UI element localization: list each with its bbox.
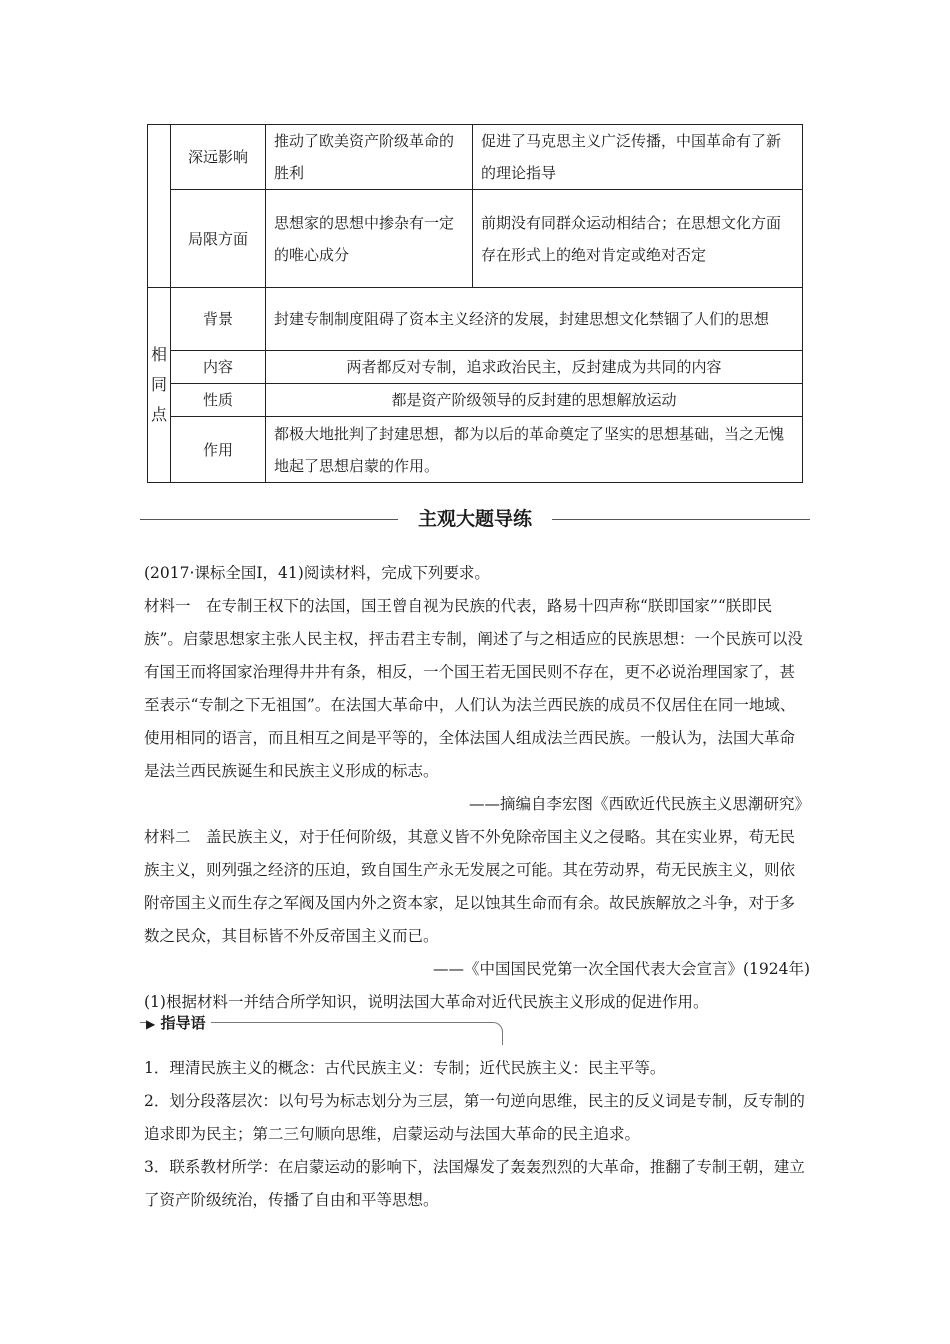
row-label: 局限方面 — [171, 190, 266, 288]
divider-left — [140, 519, 398, 520]
same-group-label: 相同点 — [151, 344, 168, 424]
row-label: 内容 — [171, 351, 266, 384]
group-cell-same — [148, 288, 171, 483]
cell-text: 都极大地批判了封建思想，都为以后的革命奠定了坚实的思想基础，当之无愧地起了思想启蒙的作用。 — [266, 417, 803, 483]
play-arrow-icon: ▶ — [146, 1017, 156, 1031]
guide-item: 2．划分段落层次：以句号为标志划分为三层，第一句逆向思维，民主的反义词是专制，反专制的追求即为民主；第二三句顺向思维，启蒙运动与法国大革命的民主追求。 — [144, 1092, 805, 1143]
question-intro: (2017·课标全国Ⅰ，41)阅读材料，完成下列要求。 — [144, 564, 490, 582]
cell-text: 两者都反对专制，追求政治民主，反封建成为共同的内容 — [266, 351, 803, 384]
cell-text: 封建专制制度阻碍了资本主义经济的发展，封建思想文化禁锢了人们的思想 — [266, 288, 803, 351]
divider-right — [552, 519, 810, 520]
table-row — [148, 351, 803, 384]
cell-text: 都是资产阶级领导的反封建的思想解放运动 — [266, 384, 803, 417]
table-row — [148, 288, 803, 351]
cell-b: 前期没有同群众运动相结合；在思想文化方面存在形式上的绝对肯定或绝对否定 — [473, 190, 803, 288]
cell-b: 促进了马克思主义广泛传播，中国革命有了新的理论指导 — [473, 125, 803, 190]
question-one: (1)根据材料一并结合所学知识，说明法国大革命对近代民族主义形成的促进作用。 — [144, 993, 709, 1011]
guide-item: 3．联系教材所学：在启蒙运动的影响下，法国爆发了轰轰烈烈的大革命，推翻了专制王朝，建立了资产阶级统治，传播了自由和平等思想。 — [144, 1158, 805, 1209]
section-heading — [140, 504, 810, 534]
table-row — [148, 417, 803, 483]
material-one-source: ——摘编自李宏图《西欧近代民族主义思潮研究》 — [468, 795, 810, 813]
guide-label-wrap — [146, 1014, 211, 1033]
table-row — [148, 125, 803, 190]
material-two: 材料二 盖民族主义，对于任何阶级，其意义皆不外免除帝国主义之侵略。其在实业界，苟无民族主义，则列强之经济的压迫，致自国生产永无发展之可能。其在劳动界，苟无民族主义，则依附帝国主义而生存之军阀及国内外之资本家，足以蚀其生命而有余。故民族解放之斗争，对于多数之民众，其目标皆不外反帝国主义而已。 — [144, 828, 796, 945]
comparison-table — [147, 124, 803, 483]
cell-a: 思想家的思想中掺杂有一定的唯心成分 — [266, 190, 473, 288]
table-row — [148, 190, 803, 288]
section-title: 主观大题导练 — [417, 508, 532, 530]
guide-item: 1．理清民族主义的概念：古代民族主义：专制；近代民族主义：民主平等。 — [144, 1059, 666, 1077]
guide-label: 指导语 — [160, 1014, 206, 1032]
row-label: 性质 — [171, 384, 266, 417]
group-cell-top — [148, 125, 171, 288]
table-row — [148, 384, 803, 417]
guide-header — [140, 1014, 505, 1044]
material-one: 材料一 在专制王权下的法国，国王曾自视为民族的代表，路易十四声称“朕即国家”“朕即民族”。启蒙思想家主张人民主权，抨击君主专制，阐述了与之相适应的民族思想：一个民族可以没有国王而将国家治理得井井有条，相反，一个国王若无国民则不存在，更不必说治理国家了，甚至表示“专制之下无祖国”。在法国大革命中，人们认为法兰西民族的成员不仅居住在同一地域、使用相同的语言，而且相互之间是平等的，全体法国人组成法兰西民族。一般认为，法国大革命是法兰西民族诞生和民族主义形成的标志。 — [144, 597, 803, 780]
row-label: 作用 — [171, 417, 266, 483]
material-two-source: ——《中国国民党第一次全国代表大会宣言》(1924年) — [432, 960, 810, 978]
cell-a: 推动了欧美资产阶级革命的胜利 — [266, 125, 473, 190]
row-label: 深远影响 — [171, 125, 266, 190]
row-label: 背景 — [171, 288, 266, 351]
